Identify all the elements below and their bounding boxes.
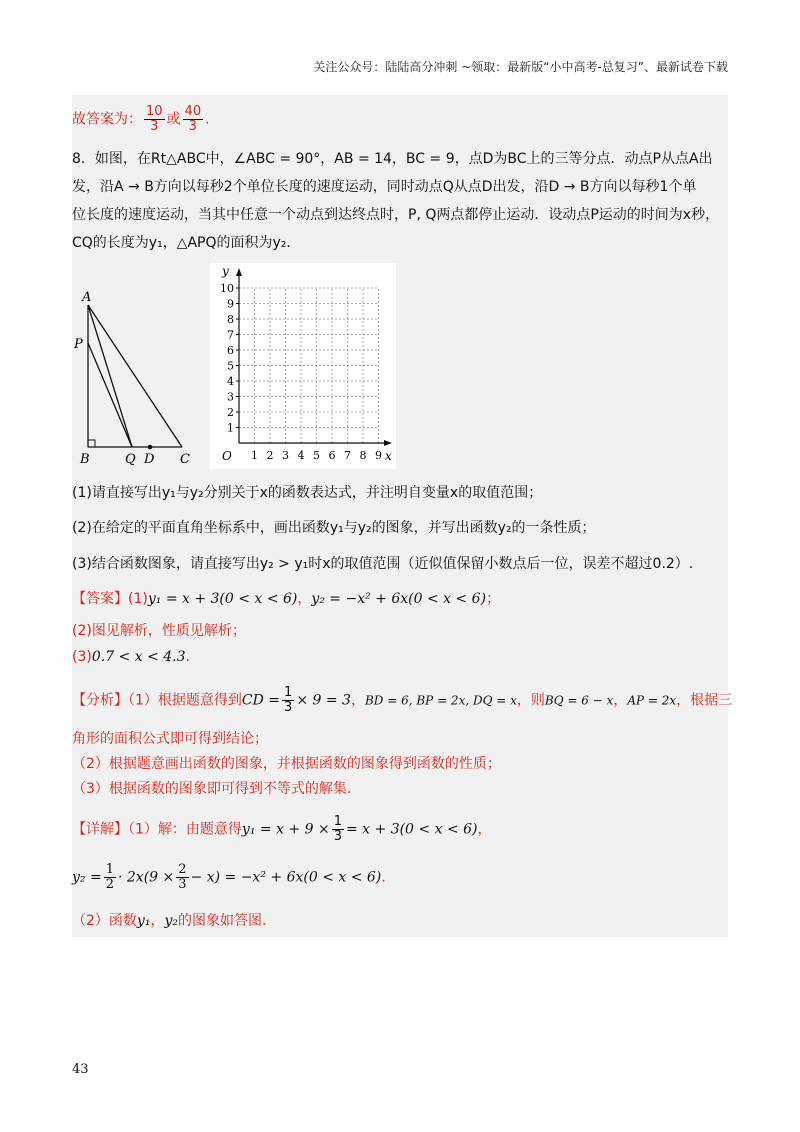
question-3: (3)结合函数图象，请直接写出y₂ > y₁时x的取值范围（近似值保留小数点后一位，误差不超过0.2）. xyxy=(72,556,694,572)
fraction-2-3: $\frac{2}{3}$ xyxy=(178,862,187,892)
x-axis-label: x xyxy=(385,449,392,463)
x-tick-label: 2 xyxy=(266,449,274,462)
analysis-line-3: （2）根据题意画出函数的图象，并根据函数的图象得到函数的性质； xyxy=(72,756,501,772)
fraction-40-3: $\frac{40}{3}$ xyxy=(184,104,202,134)
fraction-1-2: $\frac{1}{2}$ xyxy=(105,862,114,892)
problem-line-4: CQ的长度为y₁，△APQ的面积为y₂． xyxy=(72,235,301,251)
x-tick-label: 8 xyxy=(359,449,367,462)
question-2: (2)在给定的平面直角坐标系中，画出函数y₁与y₂的图象，并写出函数y₂的一条性质； xyxy=(72,520,596,536)
y-axis-label: y xyxy=(222,264,229,278)
answer-range: 0.7 < x < 4.3 xyxy=(91,649,186,665)
x-tick-label: 4 xyxy=(297,449,305,462)
detail-line-3: （2）函数y₁，y₂的图象如答图. xyxy=(72,913,267,929)
y-tick-label: 9 xyxy=(227,297,234,311)
label-c: C xyxy=(180,452,190,465)
page-number: 43 xyxy=(72,1062,89,1077)
detail-tag: 【详解】 xyxy=(72,821,128,838)
question-1: (1)请直接写出y₁与y₂分别关于x的函数表达式，并注明自变量x的取值范围； xyxy=(72,485,543,501)
y-tick-label: 5 xyxy=(227,359,234,373)
label-a: A xyxy=(82,290,92,305)
triangle-figure xyxy=(72,265,212,465)
label-p: P xyxy=(74,337,83,352)
y-tick-label: 7 xyxy=(227,328,234,342)
x-tick-label: 3 xyxy=(282,449,289,462)
fraction-10-3: $\frac{10}{3}$ xyxy=(146,104,163,134)
x-tick-label: 9 xyxy=(375,449,382,462)
origin-label: O xyxy=(222,449,232,463)
x-tick-labels xyxy=(251,449,382,462)
problem-line-1: 8．如图，在Rt△ABC中，∠ABC = 90°，AB = 14，BC = 9，点D为BC上的三等分点．动点P从点A出 xyxy=(72,151,713,167)
page-header: 关注公众号：陆陆高分冲刺 ~领取：最新版“小中高考-总复习”、最新试卷下载 xyxy=(313,60,728,74)
coordinate-grid xyxy=(210,263,396,469)
segment-pq xyxy=(88,343,132,447)
y-axis-arrow xyxy=(236,268,242,276)
previous-answer-label: 故答案为： xyxy=(72,111,142,128)
answer-2: (2)图见解析，性质见解析； xyxy=(72,623,246,639)
x-tick-label: 5 xyxy=(313,449,320,462)
analysis-tag: 【分析】 xyxy=(72,692,128,709)
problem-line-2: 发，沿A → B方向以每秒2个单位长度的速度运动，同时动点Q从点D出发，沿D → B方向以每秒1个单 xyxy=(72,179,697,195)
analysis-line-4: （3）根据函数的图象即可得到不等式的解集. xyxy=(72,781,352,797)
y-tick-label: 8 xyxy=(227,313,234,326)
answer-tag: 【答案】 xyxy=(72,591,128,607)
content-area xyxy=(72,95,733,937)
x-tick-label: 6 xyxy=(328,449,336,462)
segment-aq xyxy=(88,305,132,447)
grid-lines xyxy=(239,288,379,443)
right-angle-mark xyxy=(88,440,95,447)
y-tick-label: 10 xyxy=(220,282,234,295)
answer-y1-formula: y₁ = x + 3(0 < x < 6) xyxy=(147,591,298,607)
problem-line-3: 位长度的速度运动，当其中任意一个动点到达终点时，P, Q两点都停止运动．设动点P运动的时间为x秒， xyxy=(72,207,720,223)
x-axis-arrow xyxy=(384,440,392,446)
detail-line-1: 【详解】（1）解：由题意得y₁ = x + 9 × $\frac{1}{3}$ = x + 3(0 < x < 6)， xyxy=(72,814,492,844)
answer-3: (3)0.7 < x < 4.3. xyxy=(72,649,190,665)
detail-line-2: y₂ = $\frac{1}{2}$ · 2x(9 × $\frac{2}{3}$ − x) = −x² + 6x(0 < x < 6). xyxy=(72,862,386,892)
y-tick-label: 1 xyxy=(227,421,234,435)
point-d-dot xyxy=(148,445,153,450)
fraction-1-3-detail: $\frac{1}{3}$ xyxy=(333,814,342,844)
x-tick-label: 7 xyxy=(344,449,351,462)
y-tick-label: 4 xyxy=(227,375,234,388)
x-tick-label: 1 xyxy=(251,449,258,462)
y-tick-label: 6 xyxy=(227,344,234,357)
label-q: Q xyxy=(125,452,136,465)
label-b: B xyxy=(80,452,90,465)
y-tick-labels xyxy=(220,282,239,435)
analysis-line-2: 角形的面积公式即可得到结论； xyxy=(72,731,268,747)
answer-1: 【答案】(1)y₁ = x + 3(0 < x < 6)，y₂ = −x² + 6x(0 < x < 6)； xyxy=(72,591,501,607)
label-d: D xyxy=(144,452,155,465)
answer-y2-formula: y₂ = −x² + 6x(0 < x < 6) xyxy=(311,591,487,607)
analysis-line-1: 【分析】（1）根据题意得到CD = $\frac{1}{3}$ × 9 = 3，BD = 6, BP = 2x, DQ = x，则BQ = 6 − x，AP = 2x，根据三 xyxy=(72,685,733,715)
previous-answer: 故答案为： $\frac{10}{3}$ 或 $\frac{40}{3}$ . xyxy=(72,104,210,134)
fraction-1-3: $\frac{1}{3}$ xyxy=(284,685,293,715)
y-tick-label: 2 xyxy=(227,406,234,419)
y-tick-label: 3 xyxy=(227,390,234,404)
